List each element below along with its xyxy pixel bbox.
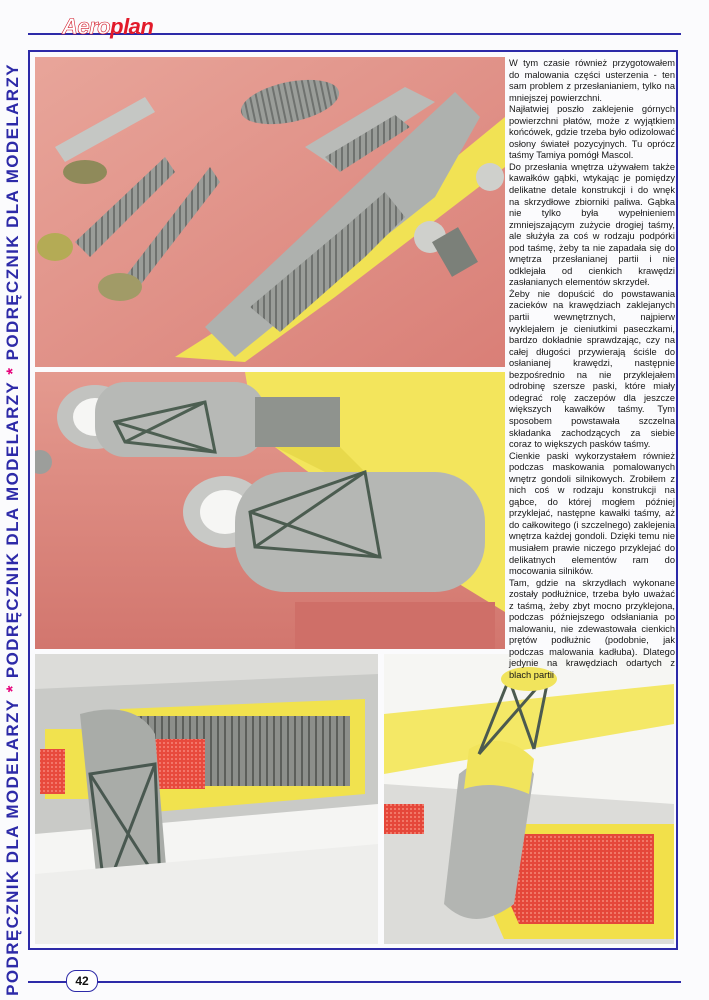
page-number: 42 [66,970,98,992]
article-paragraph: Żeby nie dopuścić do powstawania zacieków na krawędziach zaklejanych partii wewnętrznych, najpierw wyklejałem je cieniutkimi paseczkami, bardzo dokładnie sprawdzając, czy na całej długości przywierają ściśle do osłanianej krawędzi, następnie bezpośrednio na nie przyklejałem odrobinę szersze paski, które miały odegrać rolę zaczepów dla jeszcze większych kawałków taśmy. Tym sposobem powstawała szczelna składanka zachodzących za siebie coraz to większych pasków taśmy. [509,288,675,450]
sidebar-label-2: PODRĘCZNIK DLA MODELARZY [3,380,22,679]
magazine-logo [62,14,153,40]
sidebar-label-3: PODRĘCZNIK DLA MODELARZY [3,63,22,361]
article-paragraph: Najłatwiej poszło zaklejenie górnych powierzchni płatów, może z wyjątkiem końcówek, gdzie trzeba było odizolować osłony świateł pozycyjnych. Tu oprócz taśmy Tamiya pomógł Mascol. [509,104,675,161]
photo-wing-parts [35,57,505,367]
logo-word-plan: plan [110,14,154,39]
section-sidebar [0,0,26,1000]
footer-rule [28,981,681,983]
sidebar-label-1: PODRĘCZNIK DLA MODELARZY [3,698,22,996]
photo-engine-nacelles [35,372,505,649]
article-paragraph: Cienkie paski wykorzystałem również podczas maskowania pomalowanych wnętrz gondoli silnikowych. Zrobiłem z nich coś w rodzaju konstrukcji na gąbce, do której mogłem później przyklejać, następne kawałki taśmy, aż do całkowitego (i szczelnego) zaklejenia wnętrza każdej gondoli. Dzięki temu nie musiałem prawie niczego przyklejać do delikatnych elementów ram do mocowania silników. [509,450,675,577]
logo-word-aero: Aero [62,14,111,39]
photo-masked-nacelle-right [384,654,674,944]
article-paragraph: W tym czasie również przygotowałem do malowania części usterzenia - ten sam problem z przesłanianiem, tylko na mniejszej powierzchni. [509,58,675,103]
article-paragraph: Tam, gdzie na skrzydłach wykonane zostały podłużnice, trzeba było uważać z taśmą, żeby zbyt mocno przyklejona, podczas późniejszego odsłaniania po malowaniu, nie zdewastowała cienkich prętów podłużnic (podobnie, jak podczas malowania kadłuba). Dlatego jedynie na krawędziach odartych z blach partii [509,577,675,680]
section-sidebar-label [3,63,23,996]
article-paragraph: Do przesłania wnętrza używałem także kawałków gąbki, wtykając je pomiędzy delikatne detale konstrukcji i do wnęk na skrzydłowe zbiorniki paliwa. Gąbka nie tylko była wypełnieniem zmniejszającym zużycie drogiej taśmy, ale służyła za coś w rodzaju podpórki pod taśmę, żeby ta nie zapadała się do wnętrza przesłanianej partii i nie odklejała od cienkich krawędzi zasłanianych elementów skrzydeł. [509,161,675,288]
photo-masked-wing-left [35,654,378,944]
article-text [509,58,675,680]
sidebar-separator-2: * [3,366,22,375]
sidebar-separator-1: * [3,684,22,693]
